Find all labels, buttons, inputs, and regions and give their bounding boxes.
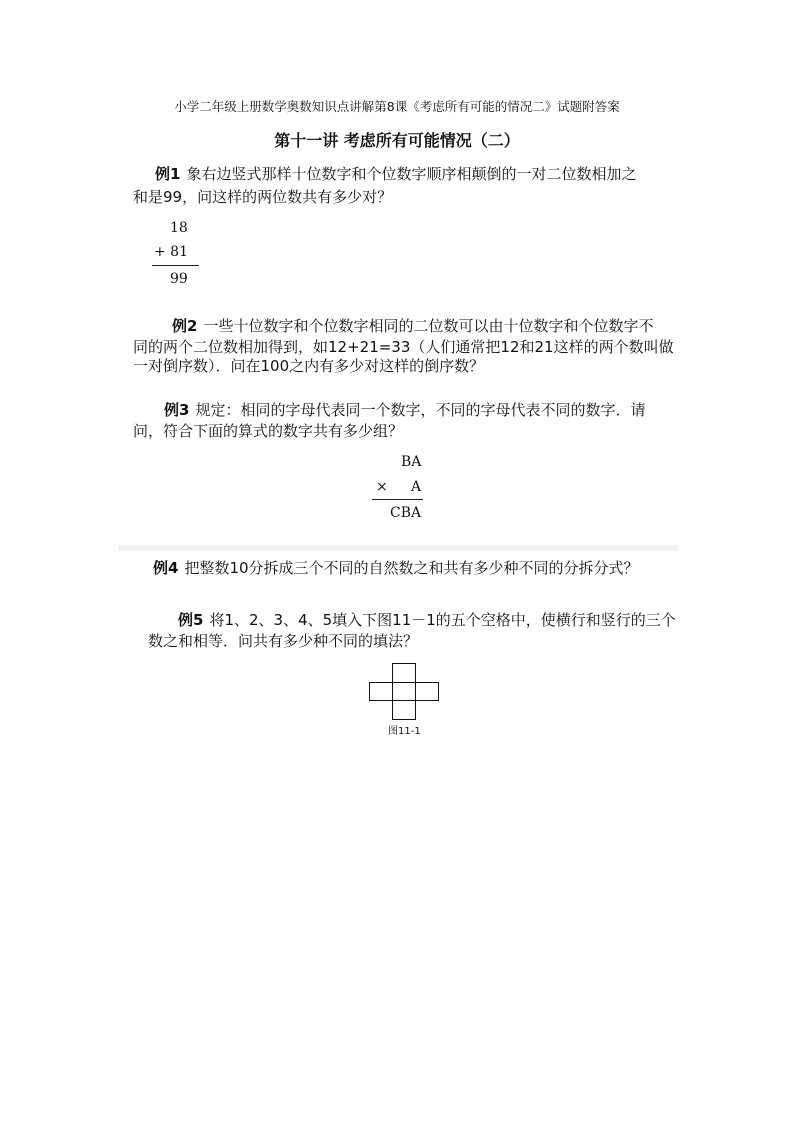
example-4-label: 例4 xyxy=(153,559,179,577)
grid-cell-bottom xyxy=(392,700,416,720)
grid-cell-top xyxy=(392,663,416,684)
ex3-vertical-top: BA xyxy=(401,454,422,470)
example-2-label: 例2 xyxy=(172,317,198,335)
example-1-line-2: 和是99，问这样的两位数共有多少对？ xyxy=(133,188,393,206)
ex1-sum-line xyxy=(152,265,199,266)
scan-band xyxy=(118,545,678,551)
ex3-multiply-sign: × xyxy=(376,479,388,495)
figure-caption: 图11-1 xyxy=(388,726,421,737)
example-5-label: 例5 xyxy=(178,611,204,629)
example-2-line-2: 同的两个二位数相加得到，如12+21=33（人们通常把12和21这样的两个数叫做 xyxy=(133,338,674,356)
example-3-text-1: 规定：相同的字母代表同一个数字，不同的字母代表不同的数字．请 xyxy=(195,401,646,419)
ex1-vertical-top: 18 xyxy=(170,220,188,236)
example-3-line-2: 问，符合下面的算式的数字共有多少组？ xyxy=(133,422,404,440)
example-1-label: 例1 xyxy=(155,165,181,183)
document-header: 小学二年级上册数学奥数知识点讲解第8课《考虑所有可能的情况二》试题附答案 xyxy=(174,99,620,114)
grid-cell-center xyxy=(392,682,416,701)
example-3-line-1 xyxy=(164,399,645,422)
ex1-vertical-operand: + 81 xyxy=(154,244,188,260)
grid-cell-right xyxy=(415,682,439,701)
example-3-label: 例3 xyxy=(164,401,190,419)
lesson-title: 第十一讲 考虑所有可能情况（二） xyxy=(274,131,520,150)
ex3-vertical-operand: A xyxy=(411,479,422,495)
ex3-vertical-result: CBA xyxy=(390,505,422,521)
example-5-line-2: 数之和相等．问共有多少种不同的填法？ xyxy=(148,632,419,650)
example-1-line-1 xyxy=(155,163,636,186)
example-1-text-1: 象右边竖式那样十位数字和个位数字顺序相颠倒的一对二位数相加之 xyxy=(186,165,637,183)
example-4-text-1: 把整数10分拆成三个不同的自然数之和共有多少种不同的分拆分式？ xyxy=(184,559,639,577)
ex3-product-line xyxy=(372,499,423,500)
ex1-vertical-result: 99 xyxy=(170,271,188,287)
example-2-text-1: 一些十位数字和个位数字相同的二位数可以由十位数字和个位数字不 xyxy=(203,317,654,335)
example-4-line-1 xyxy=(153,557,639,580)
example-2-line-3: 一对倒序数）．问在100之内有多少对这样的倒序数？ xyxy=(133,357,485,375)
example-2-line-1 xyxy=(172,315,653,338)
example-5-line-1 xyxy=(178,609,676,632)
example-5-text-1: 将1、2、3、4、5填入下图11－1的五个空格中，使横行和竖行的三个 xyxy=(209,611,676,629)
grid-cell-left xyxy=(369,682,393,701)
